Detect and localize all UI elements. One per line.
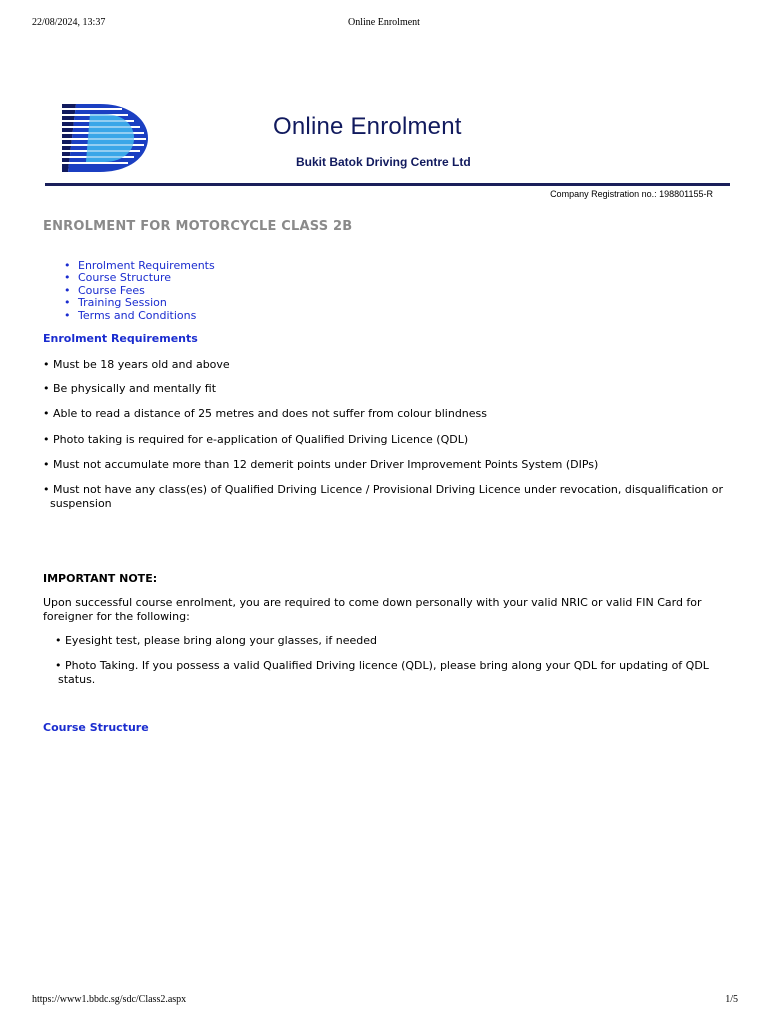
table-of-contents xyxy=(78,260,215,322)
important-note-item-line: status. xyxy=(58,672,96,686)
important-note-body xyxy=(43,596,733,623)
requirement-item: • Be physically and mentally fit xyxy=(43,382,217,395)
section-heading-enrolment-requirements: Enrolment Requirements xyxy=(43,332,198,345)
toc-item-terms-and-conditions[interactable] xyxy=(78,310,215,322)
section-heading-course-structure: Course Structure xyxy=(43,721,149,734)
page-title: ENROLMENT FOR MOTORCYCLE CLASS 2B xyxy=(43,219,353,234)
toc-link[interactable]: Course Fees xyxy=(78,283,145,297)
important-note-line: foreigner for the following: xyxy=(43,609,190,623)
toc-link[interactable]: Enrolment Requirements xyxy=(78,259,215,272)
print-page-title: Online Enrolment xyxy=(348,17,420,28)
print-page-number: 1/5 xyxy=(725,994,738,1005)
requirement-item: • Photo taking is required for e-application of Qualified Driving Licence (QDL) xyxy=(43,433,469,446)
bbdc-logo-icon xyxy=(60,102,150,174)
important-note-item-line: • Photo Taking. If you possess a valid Qualified Driving licence (QDL), please bring along your QDL for updating of QDL xyxy=(55,659,709,672)
banner-divider xyxy=(45,183,730,186)
requirement-item: • Able to read a distance of 25 metres and does not suffer from colour blindness xyxy=(43,407,488,420)
banner-title: Online Enrolment xyxy=(273,113,462,140)
toc-link[interactable]: Terms and Conditions xyxy=(78,308,197,322)
toc-link[interactable]: Course Structure xyxy=(78,271,172,285)
requirement-item xyxy=(43,483,733,510)
print-header xyxy=(0,17,768,31)
print-footer xyxy=(0,994,768,1008)
requirement-item: • Must not accumulate more than 12 demerit points under Driver Improvement Points System (DIPs) xyxy=(43,458,599,471)
banner-subtitle: Bukit Batok Driving Centre Ltd xyxy=(296,155,471,169)
company-registration: Company Registration no.: 198801155-R xyxy=(550,189,713,199)
important-note-label: IMPORTANT NOTE: xyxy=(43,572,158,585)
print-url: https://www1.bbdc.sg/sdc/Class2.aspx xyxy=(32,994,187,1005)
requirement-item-line: • Must not have any class(es) of Qualified Driving Licence / Provisional Driving Licence under revocation, disqualification or xyxy=(43,483,724,496)
important-note-line: Upon successful course enrolment, you are required to come down personally with your valid NRIC or valid FIN Card for xyxy=(43,596,702,609)
requirement-item-line: suspension xyxy=(50,496,112,510)
requirement-item: • Must be 18 years old and above xyxy=(43,358,230,371)
print-datetime: 22/08/2024, 13:37 xyxy=(32,17,106,28)
important-note-item xyxy=(55,659,735,686)
important-note-item: • Eyesight test, please bring along your glasses, if needed xyxy=(55,634,378,647)
toc-link[interactable]: Training Session xyxy=(78,296,167,310)
